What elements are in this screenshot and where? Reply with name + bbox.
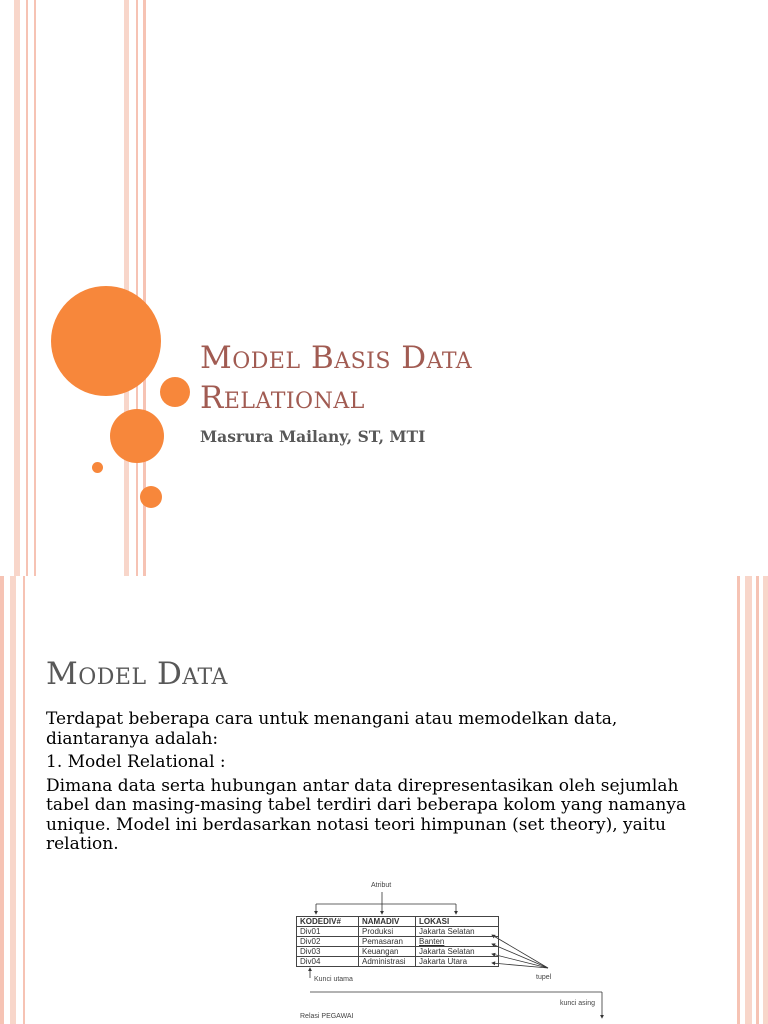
- decorative-stripe: [745, 576, 752, 1024]
- title-line-2: Relational: [200, 380, 365, 416]
- kunci-asing-label: kunci asing: [560, 1000, 596, 1007]
- tupel-label: tupel: [536, 974, 552, 981]
- table-cell: Jakarta Utara: [416, 957, 499, 967]
- body-paragraph: Terdapat beberapa cara untuk menangani atau memodelkan data, diantaranya adalah:: [46, 709, 618, 749]
- table-cell: Div04: [297, 957, 359, 967]
- table-row: [297, 937, 499, 947]
- table-cell: Administrasi: [359, 957, 416, 967]
- slide-body: [46, 710, 716, 859]
- table-row: [297, 947, 499, 957]
- column-header: KODEDIV#: [297, 917, 359, 927]
- decorative-stripe: [14, 0, 20, 576]
- decorative-stripe: [10, 576, 16, 1024]
- decorative-circle-small: [92, 462, 103, 473]
- decorative-stripe: [26, 0, 28, 576]
- table-row: [297, 927, 499, 937]
- table-cell: Produksi: [359, 927, 416, 937]
- body-paragraph: Dimana data serta hubungan antar data direpresentasikan oleh sejumlah tabel dan masing-masing tabel terdiri dari beberapa kolom yang namanya unique. Model ini berdasarkan notasi teori himpunan (set theory), yaitu relation.: [46, 775, 687, 854]
- table-cell: Div03: [297, 947, 359, 957]
- decorative-circle: [160, 377, 190, 407]
- column-header: NAMADIV: [359, 917, 416, 927]
- decorative-stripe: [0, 576, 4, 1024]
- decorative-stripe: [124, 0, 129, 576]
- atribut-label: Atribut: [371, 882, 392, 889]
- table-cell: Div02: [297, 937, 359, 947]
- table-cell: Jakarta Selatan: [416, 927, 499, 937]
- table-cell: Jakarta Selatan: [416, 947, 499, 957]
- decorative-stripe: [34, 0, 36, 576]
- table-cell: Pemasaran: [359, 937, 416, 947]
- relasi-label: Relasi PEGAWAI: [300, 1013, 354, 1020]
- slide-heading: Model Data: [46, 656, 228, 692]
- decorative-stripe: [763, 576, 768, 1024]
- table-header-row: [297, 917, 499, 927]
- decorative-circle: [140, 486, 162, 508]
- relation-diagram: [296, 880, 626, 1024]
- decorative-stripe: [737, 576, 740, 1024]
- column-header: LOKASI: [416, 917, 499, 927]
- decorative-stripe: [136, 0, 138, 576]
- decorative-circle: [110, 409, 164, 463]
- slide-title-heading: [200, 338, 472, 418]
- decorative-circle-large: [51, 286, 161, 396]
- author-subtitle: Masrura Mailany, ST, MTI: [200, 427, 426, 446]
- table-cell: Div01: [297, 927, 359, 937]
- decorative-stripe: [756, 576, 759, 1024]
- body-paragraph: 1. Model Relational :: [46, 752, 226, 772]
- table-cell: Banten: [416, 937, 499, 947]
- decorative-stripe: [23, 576, 25, 1024]
- divisi-relation-table: [296, 916, 499, 967]
- title-line-1: Model Basis Data: [200, 340, 473, 376]
- table-row: [297, 957, 499, 967]
- kunci-utama-label: Kunci utama: [314, 976, 353, 983]
- table-cell: Keuangan: [359, 947, 416, 957]
